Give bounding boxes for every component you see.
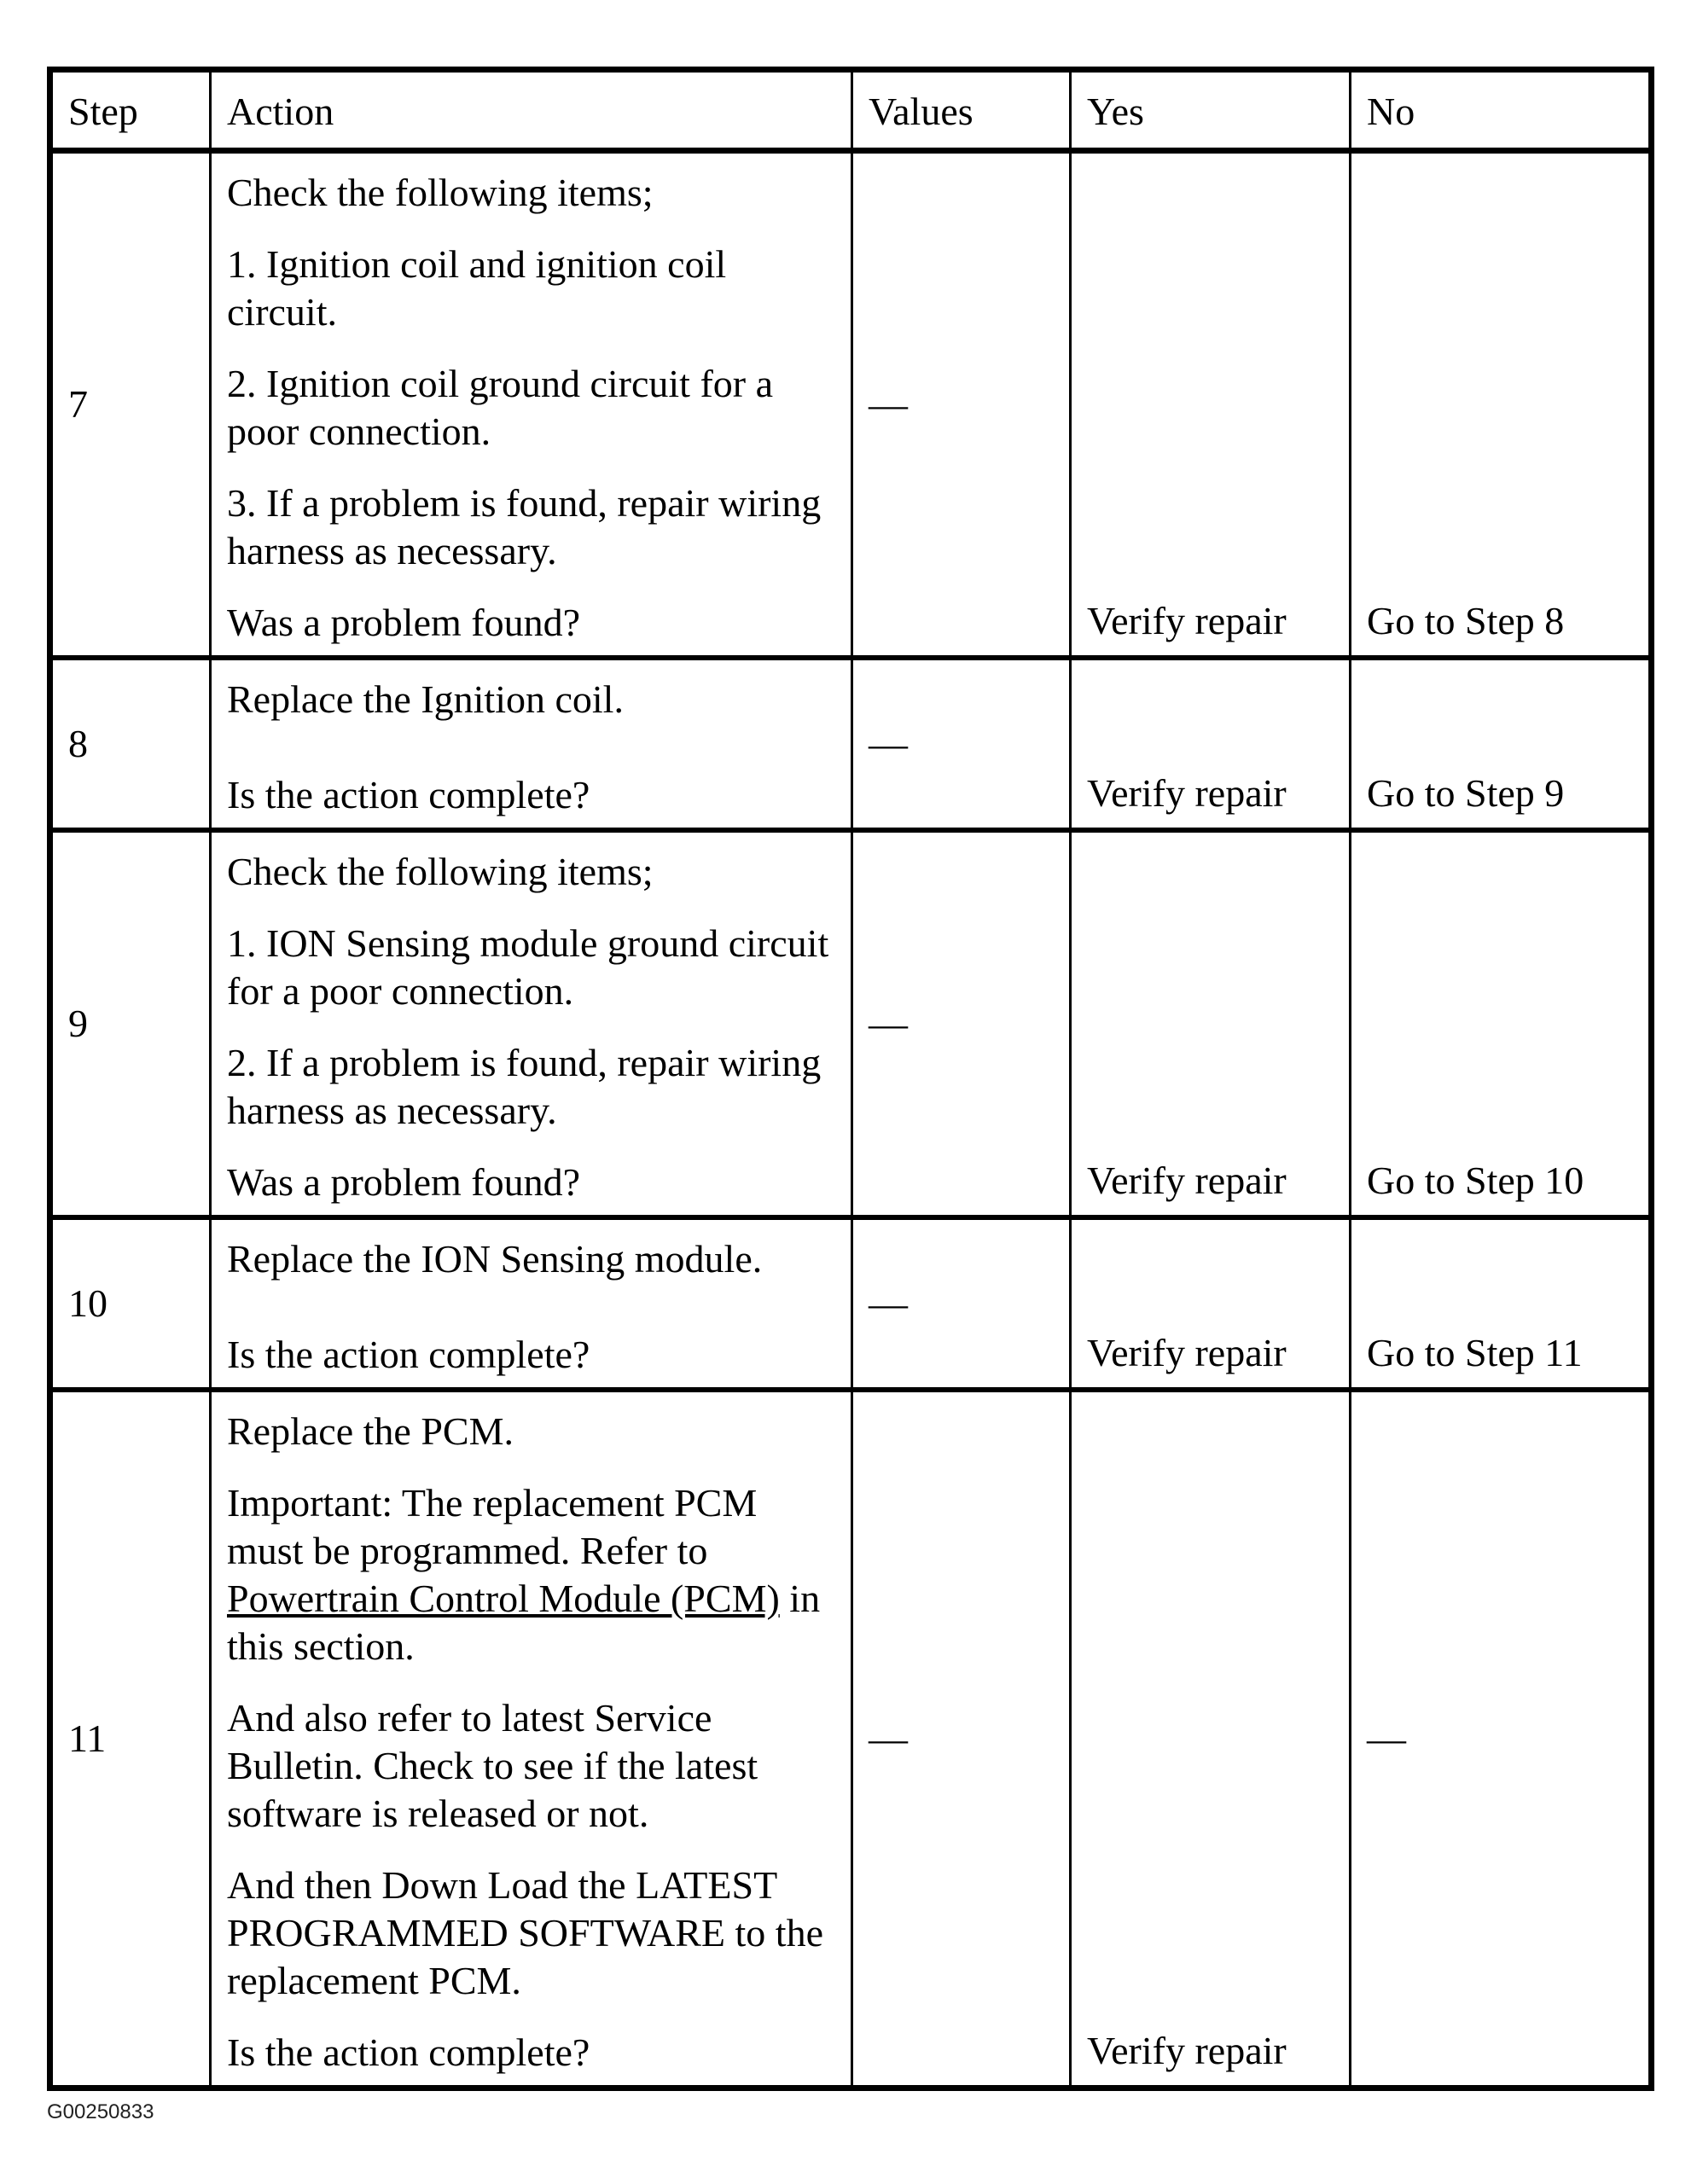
action-cell [211, 151, 852, 659]
values-cell [852, 830, 1071, 1217]
action-text-important [227, 1479, 835, 1670]
values-dash: — [869, 1002, 908, 1045]
step-number: 9 [50, 830, 211, 1217]
table-row-step-10 [50, 1217, 1652, 1390]
header-step: Step [50, 70, 211, 151]
table-row-step-11 [50, 1390, 1652, 2088]
action-question: Was a problem found? [227, 1160, 580, 1204]
header-row [50, 70, 1652, 151]
yes-cell: Verify repair [1071, 1217, 1351, 1390]
no-cell: Go to Step 10 [1351, 830, 1652, 1217]
yes-cell: Verify repair [1071, 1390, 1351, 2088]
header-yes: Yes [1071, 70, 1351, 151]
values-cell [852, 658, 1071, 830]
action-text: 1. ION Sensing module ground circuit for a poor connection. [227, 921, 829, 1013]
step-number: 10 [50, 1217, 211, 1390]
values-dash: — [869, 382, 908, 426]
table-row-step-9 [50, 830, 1652, 1217]
values-cell [852, 151, 1071, 659]
header-values: Values [852, 70, 1071, 151]
important-note: Important: The replacement PCM must be programmed. Refer to [227, 1481, 758, 1572]
yes-cell: Verify repair [1071, 658, 1351, 830]
yes-cell: Verify repair [1071, 151, 1351, 659]
important-note-tail: in this section. [227, 1577, 821, 1668]
diagnostic-steps-table [47, 67, 1654, 2091]
values-cell [852, 1390, 1071, 2088]
header-no: No [1351, 70, 1652, 151]
action-text: Replace the Ignition coil. [227, 677, 624, 721]
action-text: Replace the PCM. [227, 1409, 514, 1453]
action-text: 3. If a problem is found, repair wiring harness as necessary. [227, 481, 822, 572]
action-question: Is the action complete? [227, 773, 590, 816]
action-cell [211, 1390, 852, 2088]
action-text: Replace the ION Sensing module. [227, 1237, 763, 1281]
table-row-step-8 [50, 658, 1652, 830]
action-text: And also refer to latest Service Bulletin. Check to see if the latest software is released or not. [227, 1696, 758, 1835]
values-dash: — [869, 1716, 908, 1760]
values-dash: — [869, 722, 908, 765]
values-cell [852, 1217, 1071, 1390]
action-text: 2. If a problem is found, repair wiring harness as necessary. [227, 1041, 822, 1132]
action-question: Was a problem found? [227, 601, 580, 644]
action-text: 2. Ignition coil ground circuit for a poor connection. [227, 362, 774, 453]
no-cell: Go to Step 11 [1351, 1217, 1652, 1390]
action-text: Check the following items; [227, 171, 654, 214]
action-text: Check the following items; [227, 850, 654, 893]
no-cell: Go to Step 8 [1351, 151, 1652, 659]
action-question: Is the action complete? [227, 1333, 590, 1376]
action-text: 1. Ignition coil and ignition coil circuit. [227, 242, 727, 334]
step-number: 8 [50, 658, 211, 830]
table-row-step-7 [50, 151, 1652, 659]
step-number: 7 [50, 151, 211, 659]
action-cell [211, 658, 852, 830]
values-dash: — [869, 1281, 908, 1325]
step-number: 11 [50, 1390, 211, 2088]
yes-cell: Verify repair [1071, 830, 1351, 1217]
action-cell [211, 1217, 852, 1390]
header-action: Action [211, 70, 852, 151]
action-text: And then Down Load the LATEST PROGRAMMED SOFTWARE to the replacement PCM. [227, 1863, 824, 2002]
no-cell: — [1351, 1390, 1652, 2088]
action-question: Is the action complete? [227, 2030, 590, 2074]
no-cell: Go to Step 9 [1351, 658, 1652, 830]
action-cell [211, 830, 852, 1217]
pcm-reference-link[interactable]: Powertrain Control Module (PCM) [227, 1577, 780, 1620]
figure-id: G00250833 [47, 2100, 154, 2123]
